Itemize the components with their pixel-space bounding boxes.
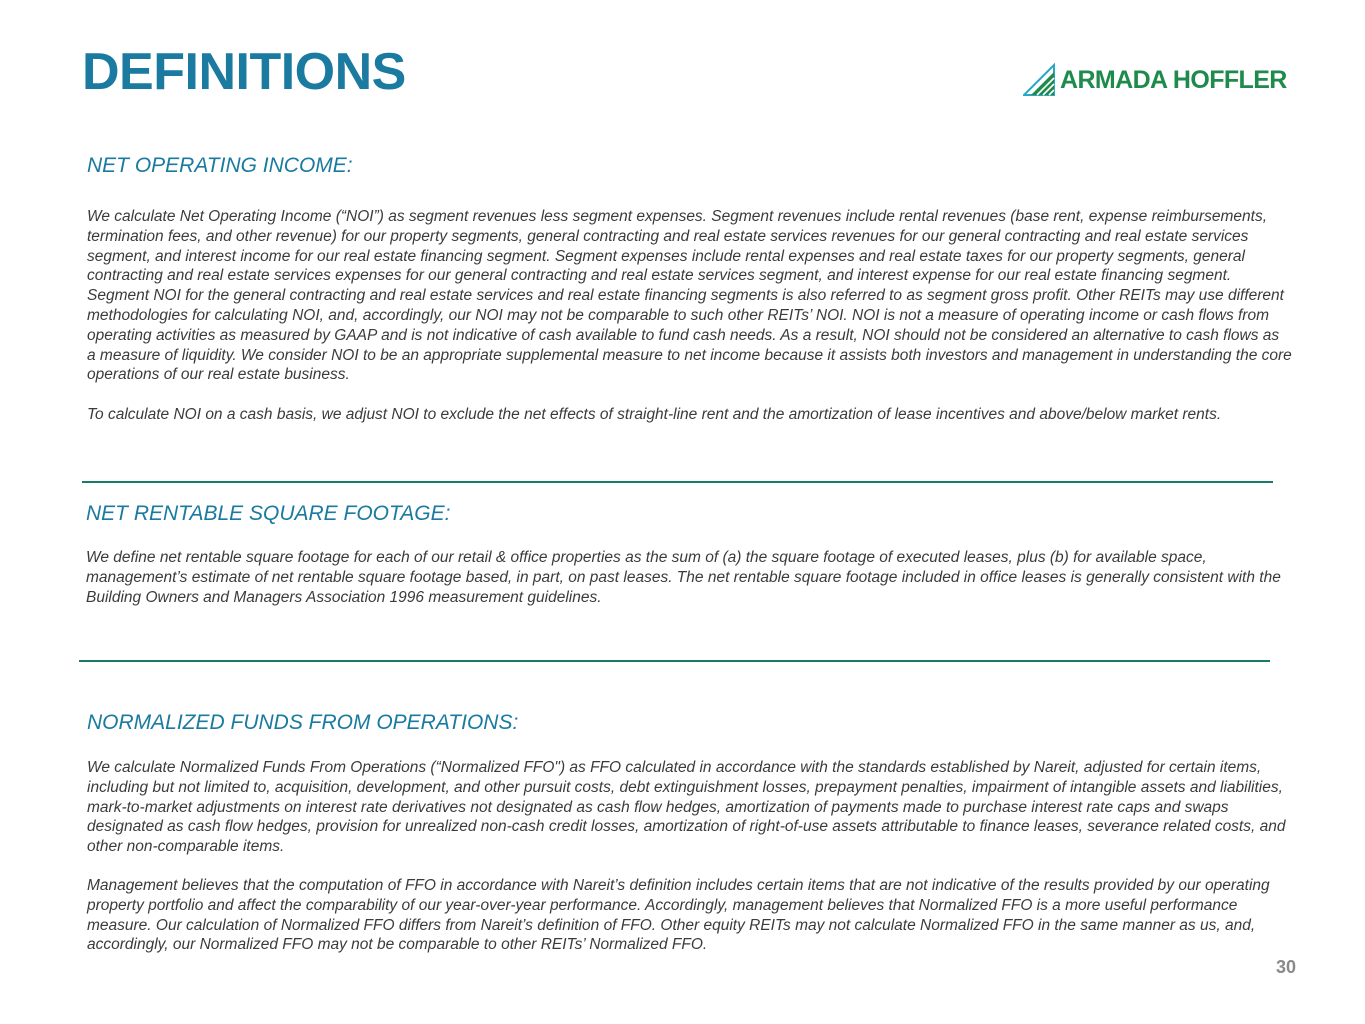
- section-heading-nrsf: NET RENTABLE SQUARE FOOTAGE:: [86, 502, 451, 525]
- section-heading-noi: NET OPERATING INCOME:: [87, 154, 353, 177]
- logo-mark-icon: [1023, 63, 1057, 97]
- logo-text: ARMADA HOFFLER: [1060, 65, 1287, 94]
- section-heading-normalized-ffo: NORMALIZED FUNDS FROM OPERATIONS:: [87, 711, 519, 734]
- paragraph-normalized-ffo-rationale: Management believes that the computation of FFO in accordance with Nareit’s definition includes certain items that are not indicative of the results provided by our operating property portfolio and affect the comparability of our year-over-year performance. Accordingly, management believes that Normalized FFO is a more useful performance measure. Our calculation of Normalized FFO differs from Nareit’s definition of FFO. Other equity REITs may not calculate Normalized FFO in the same manner as us, and, accordingly, our Normalized FFO may not be comparable to other REITs’ Normalized FFO.: [87, 877, 1270, 954]
- page-title: DEFINITIONS: [82, 43, 406, 101]
- paragraph-noi-definition: We calculate Net Operating Income (“NOI”) as segment revenues less segment expenses. Segment revenues include rental revenues (base rent, expense reimbursements, termination fees, and other revenue) for our property segments, general contracting and real estate services revenues for our general contracting and real estate services segment, and interest income for our real estate financing segment. Segment expenses include rental expenses and real estate taxes for our property segments, general contracting and real estate services expenses for our general contracting and real estate services segment, and interest expense for our real estate financing segment. Segment NOI for the general contracting and real estate services and real estate financing segments is also referred to as segment gross profit. Other REITs may use different methodologies for calculating NOI, and, accordingly, our NOI may not be comparable to such other REITs’ NOI. NOI is not a measure of operating income or cash flows from operating activities as measured by GAAP and is not indicative of cash available to fund cash needs. As a result, NOI should not be considered an alternative to cash flows as a measure of liquidity. We consider NOI to be an appropriate supplemental measure to net income because it assists both investors and management in understanding the core operations of our real estate business.: [87, 208, 1292, 384]
- section-divider: [82, 481, 1273, 483]
- paragraph-noi-cash-basis: To calculate NOI on a cash basis, we adjust NOI to exclude the net effects of straight-line rent and the amortization of lease incentives and above/below market rents.: [87, 406, 1222, 423]
- armada-hoffler-logo: [1023, 63, 1287, 97]
- page-number: 30: [1275, 957, 1296, 977]
- paragraph-normalized-ffo-definition: We calculate Normalized Funds From Operations (“Normalized FFO") as FFO calculated in accordance with the standards established by Nareit, adjusted for certain items, including but not limited to, acquisition, development, and other pursuit costs, debt extinguishment losses, prepayment penalties, impairment of intangible assets and liabilities, mark-to-market adjustments on interest rate derivatives not designated as cash flow hedges, amortization of payments made to purchase interest rate caps and swaps designated as cash flow hedges, provision for unrealized non-cash credit losses, amortization of right-of-use assets attributable to finance leases, severance related costs, and other non-comparable items.: [87, 759, 1286, 856]
- paragraph-nrsf-definition: We define net rentable square footage for each of our retail & office properties as the sum of (a) the square footage of executed leases, plus (b) for available space, management’s estimate of net rentable square footage based, in part, on past leases. The net rentable square footage included in office leases is generally consistent with the Building Owners and Managers Association 1996 measurement guidelines.: [86, 549, 1281, 606]
- section-divider: [79, 660, 1270, 662]
